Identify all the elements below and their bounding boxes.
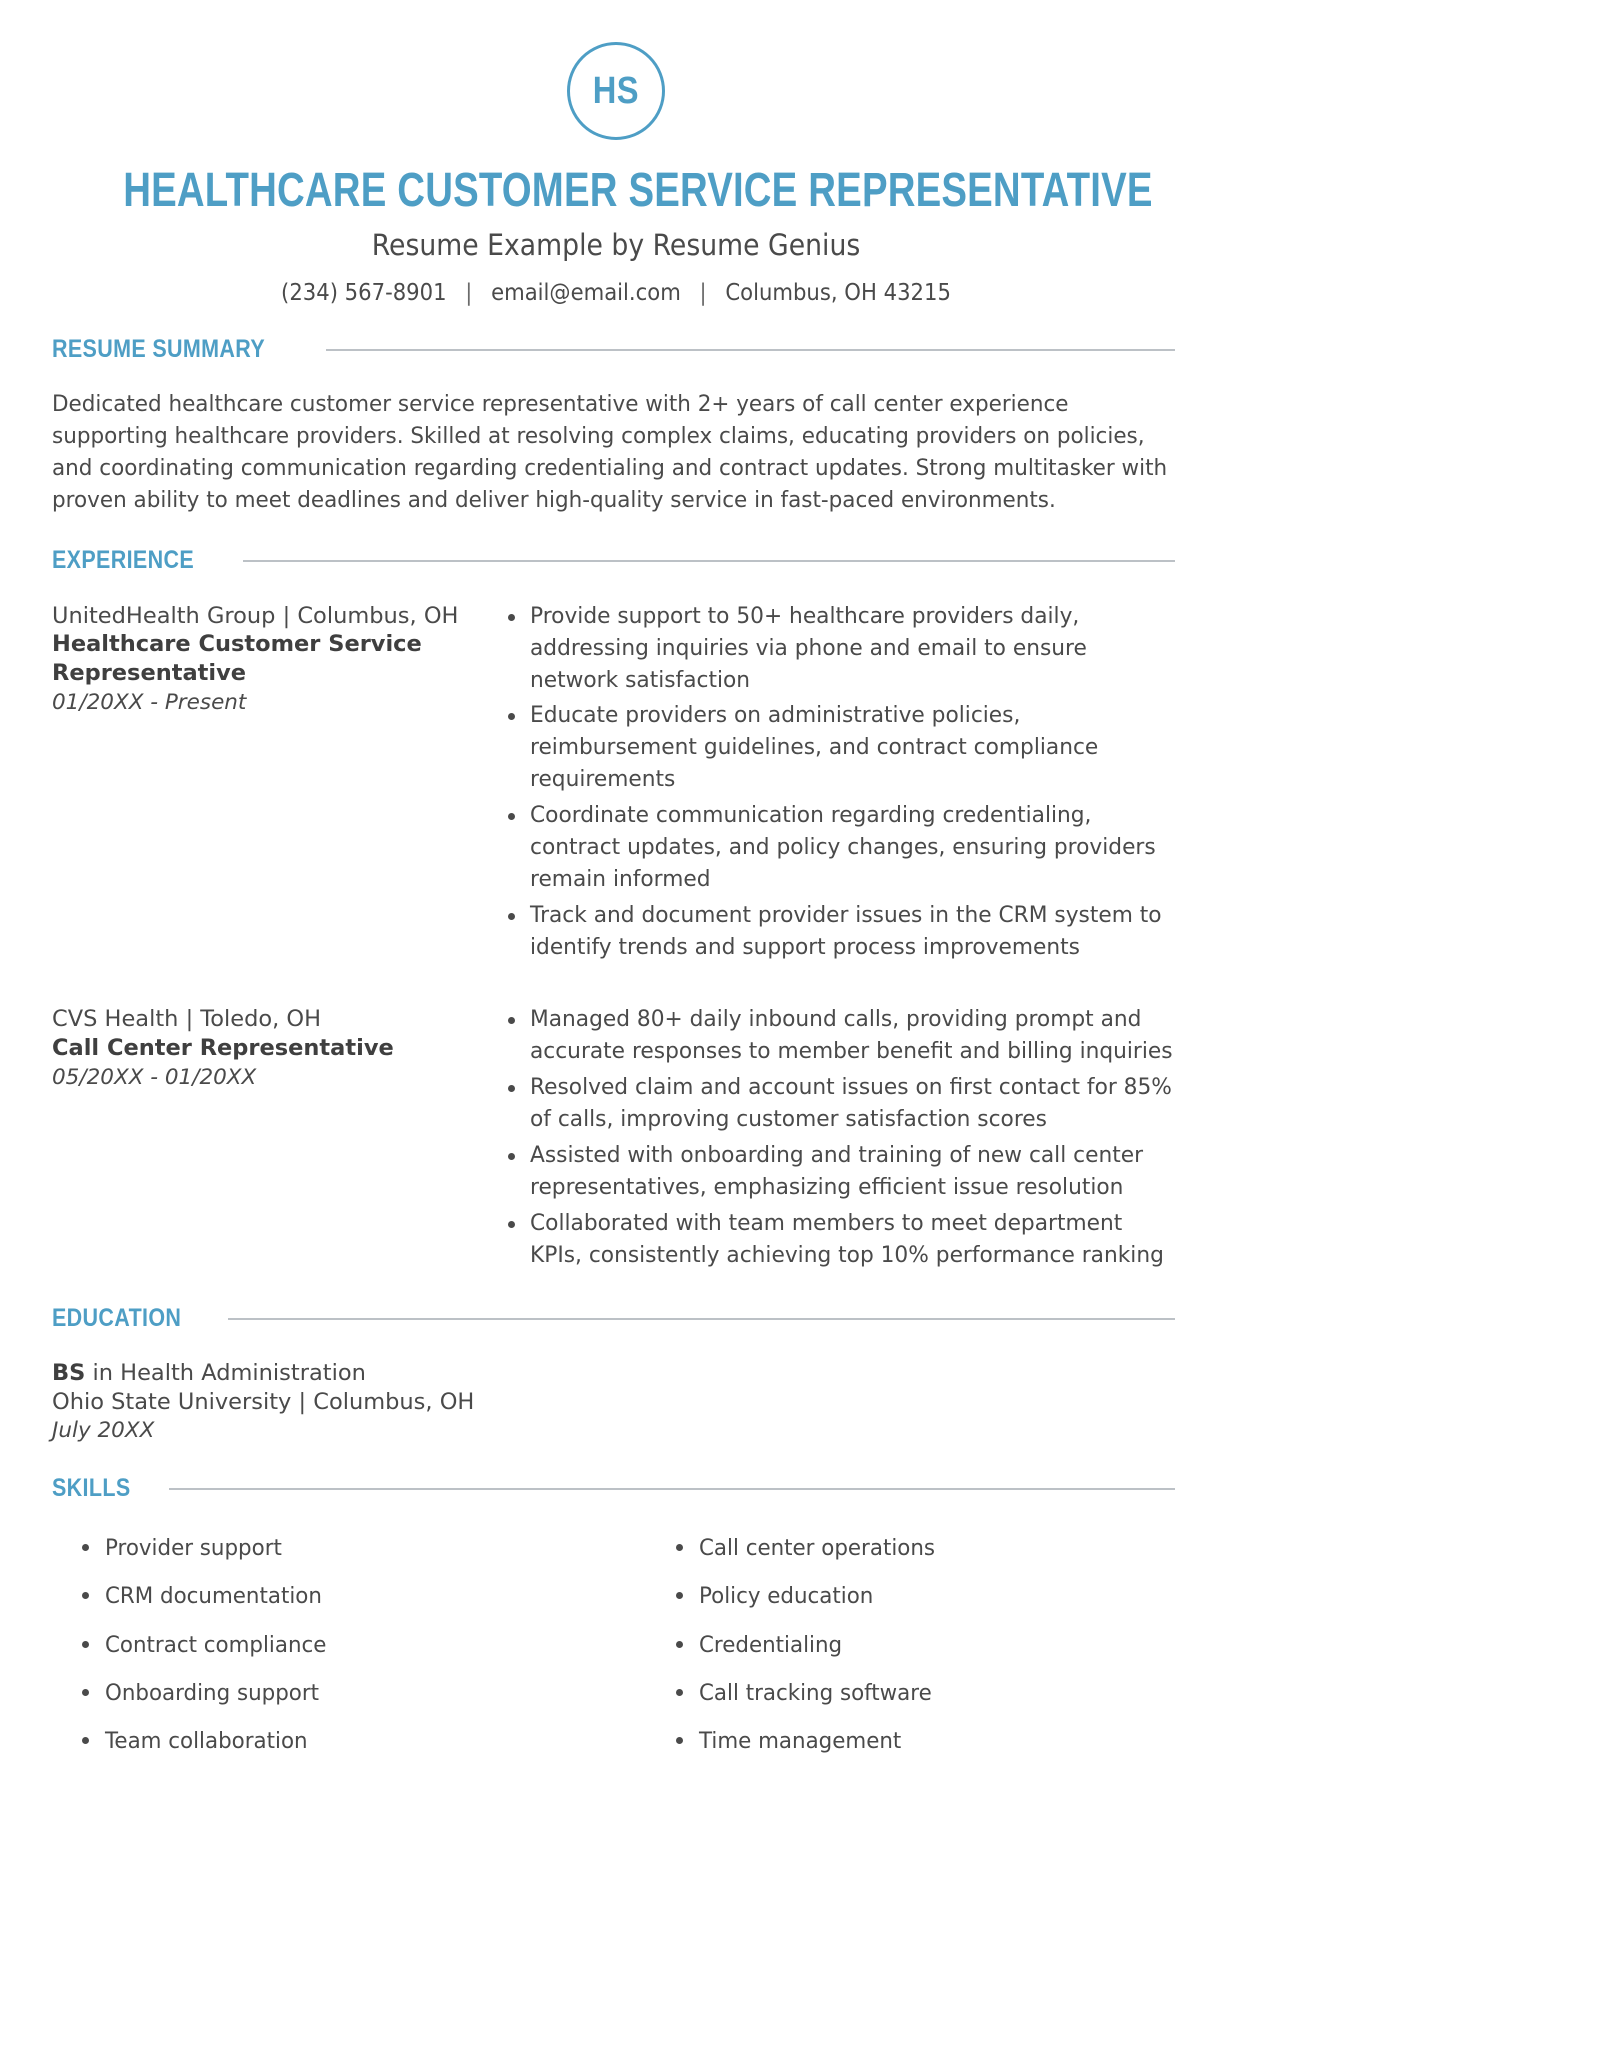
experience-company: UnitedHealth Group | Columbus, OH bbox=[52, 602, 459, 629]
list-item bbox=[506, 1140, 1175, 1204]
skill-label: Contract compliance bbox=[105, 1631, 327, 1658]
list-item bbox=[80, 1581, 614, 1611]
section-divider bbox=[169, 1488, 1175, 1490]
list-item bbox=[80, 1533, 614, 1563]
skills-list-left bbox=[52, 1533, 614, 1757]
education-entry bbox=[52, 1359, 1175, 1445]
section-experience bbox=[0, 547, 1232, 1275]
contact-line bbox=[49, 280, 1182, 306]
list-item bbox=[80, 1630, 614, 1660]
bullet-text: Provide support to 50+ healthcare providers daily, addressing inquiries via phone and email to ensure network satisfaction bbox=[530, 602, 1087, 693]
section-title-summary: RESUME SUMMARY bbox=[52, 334, 266, 363]
skills-column-left bbox=[52, 1533, 614, 1775]
skill-label: Credentialing bbox=[698, 1631, 842, 1658]
list-item bbox=[506, 1004, 1175, 1068]
contact-location: Columbus, OH 43215 bbox=[725, 279, 951, 306]
list-item bbox=[674, 1678, 1176, 1708]
section-header-education bbox=[52, 1305, 1175, 1333]
section-title-skills: SKILLS bbox=[52, 1474, 131, 1503]
list-item bbox=[80, 1726, 614, 1756]
experience-dates: 05/20XX - 01/20XX bbox=[52, 1064, 257, 1090]
list-item bbox=[506, 800, 1175, 896]
contact-phone: (234) 567-8901 bbox=[281, 279, 447, 306]
bullet-text: Resolved claim and account issues on first contact for 85% of calls, improving customer satisfaction scores bbox=[530, 1073, 1172, 1132]
section-title-experience: EXPERIENCE bbox=[52, 546, 195, 575]
contact-email: email@email.com bbox=[491, 279, 681, 306]
experience-bullet-list bbox=[476, 1004, 1175, 1272]
section-divider bbox=[326, 349, 1175, 351]
list-item bbox=[80, 1678, 614, 1708]
bullet-text: Assisted with onboarding and training of new call center representatives, emphasizing efficient issue resolution bbox=[530, 1141, 1144, 1200]
education-date: July 20XX bbox=[52, 1418, 155, 1444]
skills-list-right bbox=[646, 1533, 1176, 1757]
education-school: Ohio State University | Columbus, OH bbox=[52, 1389, 475, 1416]
page-title: HEALTHCARE CUSTOMER SERVICE REPRESENTATIVE bbox=[123, 164, 1153, 217]
bullet-text: Collaborated with team members to meet department KPIs, consistently achieving top 10% performance ranking bbox=[530, 1209, 1164, 1268]
skill-label: Provider support bbox=[105, 1534, 282, 1561]
experience-meta bbox=[52, 601, 464, 968]
section-title-education: EDUCATION bbox=[52, 1304, 182, 1333]
skills-column-right bbox=[614, 1533, 1176, 1775]
experience-details bbox=[464, 601, 1175, 968]
experience-entry bbox=[52, 1004, 1175, 1276]
list-item bbox=[674, 1533, 1176, 1563]
section-divider bbox=[228, 1318, 1175, 1320]
skill-label: Onboarding support bbox=[105, 1680, 320, 1707]
experience-meta bbox=[52, 1004, 464, 1276]
bullet-text: Track and document provider issues in the CRM system to identify trends and support process improvements bbox=[530, 902, 1162, 961]
skill-label: Call tracking software bbox=[698, 1680, 932, 1707]
experience-entry bbox=[52, 601, 1175, 968]
section-header-skills bbox=[52, 1475, 1175, 1503]
list-item bbox=[674, 1630, 1176, 1660]
bullet-text: Coordinate communication regarding credentialing, contract updates, and policy changes, ensuring providers remain informed bbox=[530, 802, 1156, 893]
contact-separator-2: | bbox=[699, 279, 707, 306]
summary-text: Dedicated healthcare customer service representative with 2+ years of call center experience supporting healthcare providers. Skilled at resolving complex claims, educating providers on policies, and coordinating communication regarding credentialing and contract updates. Strong multitasker with proven ability to meet deadlines and deliver high-quality service in fast-paced environments. bbox=[52, 391, 1168, 514]
monogram-wrap bbox=[0, 42, 1232, 140]
bullet-text: Managed 80+ daily inbound calls, providing prompt and accurate responses to member benefit and billing inquiries bbox=[530, 1005, 1173, 1064]
monogram-circle bbox=[567, 42, 665, 140]
experience-role: Healthcare Customer Service Representative bbox=[52, 631, 422, 687]
experience-details bbox=[464, 1004, 1175, 1276]
section-divider bbox=[243, 560, 1175, 562]
education-degree-abbrev: BS bbox=[52, 1359, 86, 1386]
skill-label: Team collaboration bbox=[105, 1728, 308, 1755]
list-item bbox=[506, 900, 1175, 964]
list-item bbox=[674, 1581, 1176, 1611]
resume-subtitle: Resume Example by Resume Genius bbox=[371, 227, 861, 262]
education-degree-field: in Health Administration bbox=[85, 1359, 366, 1386]
resume-header bbox=[0, 0, 1232, 306]
skills-columns bbox=[52, 1533, 1175, 1775]
experience-dates: 01/20XX - Present bbox=[52, 690, 247, 716]
section-header-summary bbox=[52, 336, 1175, 364]
skill-label: CRM documentation bbox=[105, 1583, 322, 1610]
list-item bbox=[506, 700, 1175, 796]
section-header-experience bbox=[52, 547, 1175, 575]
skill-label: Policy education bbox=[698, 1583, 873, 1610]
experience-bullet-list bbox=[476, 601, 1175, 964]
contact-separator-1: | bbox=[465, 279, 473, 306]
bullet-text: Educate providers on administrative policies, reimbursement guidelines, and contract compliance requirements bbox=[530, 702, 1099, 793]
section-skills bbox=[0, 1475, 1232, 1774]
skill-label: Call center operations bbox=[698, 1534, 935, 1561]
section-education bbox=[0, 1305, 1232, 1445]
list-item bbox=[506, 1072, 1175, 1136]
monogram-initials: HS bbox=[592, 70, 640, 112]
list-item bbox=[506, 601, 1175, 697]
list-item bbox=[506, 1208, 1175, 1272]
section-resume-summary bbox=[0, 336, 1232, 517]
experience-role: Call Center Representative bbox=[52, 1034, 394, 1061]
experience-company: CVS Health | Toledo, OH bbox=[52, 1005, 322, 1032]
list-item bbox=[674, 1726, 1176, 1756]
education-degree bbox=[52, 1359, 1175, 1388]
skill-label: Time management bbox=[698, 1728, 901, 1755]
